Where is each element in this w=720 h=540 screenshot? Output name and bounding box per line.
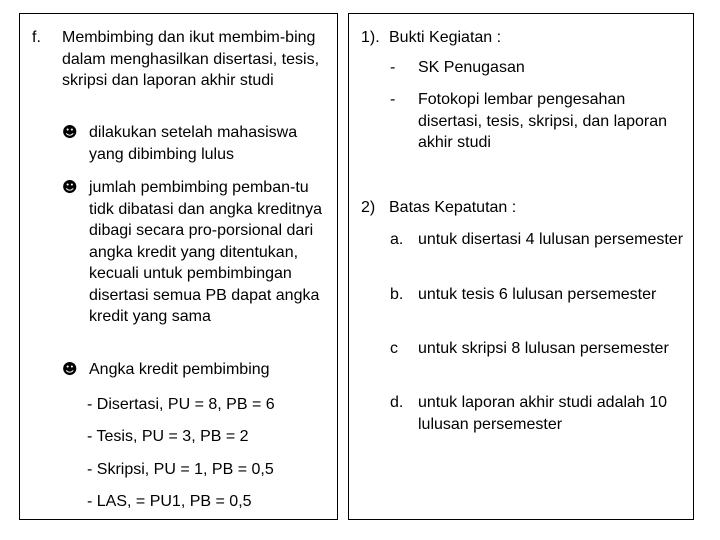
section1-item-1-text: SK Penugasan [418, 59, 525, 76]
section2-item-a-text: untuk disertasi 4 lulusan persemester [418, 231, 684, 248]
section1-item-1-marker: - [390, 59, 396, 76]
section1-item-2 [390, 89, 685, 154]
smiley-icon: ☻ [62, 360, 78, 378]
credit-las: - LAS, = PU1, PB = 0,5 [87, 493, 252, 510]
smiley-icon: ☻ [62, 123, 78, 141]
section2-item-b-text: untuk tesis 6 lulusan persemester [418, 286, 657, 303]
section2-header [361, 197, 681, 219]
section2-item-b [390, 284, 685, 306]
section1-header [361, 27, 681, 49]
credit-tesis: - Tesis, PU = 3, PB = 2 [87, 428, 249, 445]
section2-marker: 2) [361, 199, 376, 216]
section2-item-b-marker: b. [390, 286, 404, 303]
section2-item-d-marker: d. [390, 394, 404, 411]
left-bullet-3-text: Angka kredit pembimbing [89, 361, 270, 378]
left-bullet-1 [62, 122, 332, 165]
section1-item-1 [390, 57, 685, 79]
section1-marker: 1). [361, 29, 380, 46]
section2-title: Batas Kepatutan : [389, 199, 517, 216]
left-bullet-2 [62, 177, 332, 328]
credit-skripsi: - Skripsi, PU = 1, PB = 0,5 [87, 461, 274, 478]
section1-item-2-text: Fotokopi lembar pengesahan disertasi, tesis, skripsi, dan laporan akhir studi [418, 91, 667, 151]
left-bullet-1-text: dilakukan setelah mahasiswa yang dibimbing lulus [89, 124, 298, 163]
left-bullet-3 [62, 359, 332, 381]
section2-item-c-text: untuk skripsi 8 lulusan persemester [418, 340, 669, 357]
section1-title: Bukti Kegiatan : [389, 29, 502, 46]
section2-item-c [390, 338, 685, 360]
left-heading-marker: f. [32, 29, 41, 46]
smiley-icon: ☻ [62, 178, 78, 196]
section2-item-d-text: untuk laporan akhir studi adalah 10 lulusan persemester [418, 394, 668, 433]
credit-disertasi: - Disertasi, PU = 8, PB = 6 [87, 396, 275, 413]
section2-item-d [390, 392, 685, 435]
section2-item-a [390, 229, 685, 251]
section2-item-c-marker: c [390, 340, 398, 357]
left-bullet-2-text: jumlah pembimbing pemban-tu tidk dibatasi dan angka kreditnya dibagi secara pro-porsional dari angka kredit yang ditentukan, kecuali untuk pembimbingan disertasi semua PB dapat angka kredit yang sama [89, 179, 323, 325]
left-heading-text: Membimbing dan ikut membim-bing dalam menghasilkan disertasi, tesis, skripsi dan laporan akhir studi [62, 29, 320, 89]
section1-item-2-marker: - [390, 91, 396, 108]
section2-item-a-marker: a. [390, 231, 404, 248]
left-heading-block [32, 27, 332, 92]
